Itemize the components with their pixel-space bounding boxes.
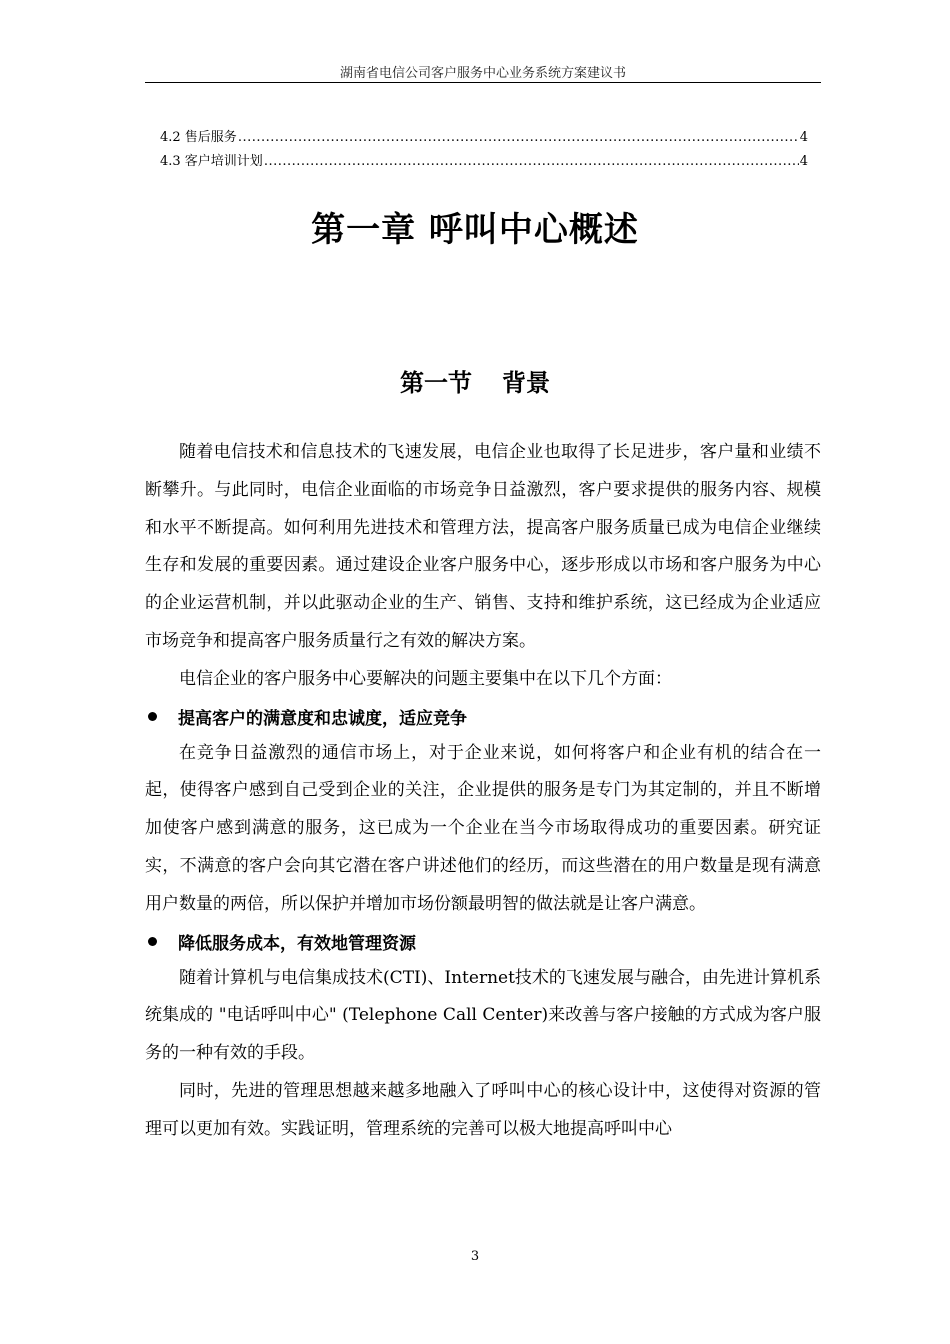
body-text [145,434,821,1149]
toc-entry[interactable] [160,150,808,174]
paragraph: 同时，先进的管理思想越来越多地融入了呼叫中心的核心设计中，这使得对资源的管理可以更加有效。实践证明，管理系统的完善可以极大地提高呼叫中心 [145,1080,821,1139]
toc-entry-title: 4.2 售后服务 [160,130,237,145]
chapter-title: 第一章 呼叫中心概述 [311,210,639,250]
section-number: 第一节 [400,369,472,397]
section-name: 背景 [502,369,550,397]
bullet-heading-text: 降低服务成本，有效地管理资源 [178,934,416,955]
paragraph: 电信企业的客户服务中心要解决的问题主要集中在以下几个方面： [179,668,672,689]
toc-entry-page: 4 [799,154,808,169]
bullet-heading-text: 提高客户的满意度和忠诚度，适应竞争 [178,709,467,730]
running-header: 湖南省电信公司客户服务中心业务系统方案建议书 [339,66,626,81]
paragraph: 在竞争日益激烈的通信市场上，对于企业来说，如何将客户和企业有机的结合在一起，使得客户感到自己受到企业的关注，企业提供的服务是专门为其定制的，并且不断增加使客户感到满意的服务，这已成为一个企业在当今市场取得成功的重要因素。研究证实，不满意的客户会向其它潜在客户讲述他们的经历，而这些潜在的用户数量是现有满意用户数量的两倍，所以保护并增加市场份额最明智的做法就是让客户满意。 [145,742,821,914]
page-number: 3 [470,1249,480,1264]
paragraph: 随着电信技术和信息技术的飞速发展，电信企业也取得了长足进步，客户量和业绩不断攀升。与此同时，电信企业面临的市场竞争日益激烈，客户要求提供的服务内容、规模和水平不断提高。如何利用先进技术和管理方法，提高客户服务质量已成为电信企业继续生存和发展的重要因素。通过建设企业客户服务中心，逐步形成以市场和客户服务为中心的企业运营机制，并以此驱动企业的生产、销售、支持和维护系统，这已经成为企业适应市场竞争和提高客户服务质量行之有效的解决方案。 [145,442,821,651]
bullet-icon [148,712,157,721]
toc-entry-title: 4.3 客户培训计划 [160,154,263,169]
toc-entry-page: 4 [799,130,808,145]
bullet-heading [145,699,821,735]
toc-leader-dots [238,130,799,145]
toc-entry[interactable] [160,126,808,150]
header-rule [145,82,821,83]
table-of-contents [160,126,808,174]
bullet-heading [145,924,821,960]
section-title [0,363,950,398]
paragraph: 随着计算机与电信集成技术(CTI)、Internet技术的飞速发展与融合，由先进计算机系统集成的 "电话呼叫中心" (Telephone Call Center)来改善与客户接触的方式成为客户服务的一种有效的手段。 [145,967,821,1064]
bullet-icon [148,937,157,946]
toc-leader-dots [264,154,799,169]
